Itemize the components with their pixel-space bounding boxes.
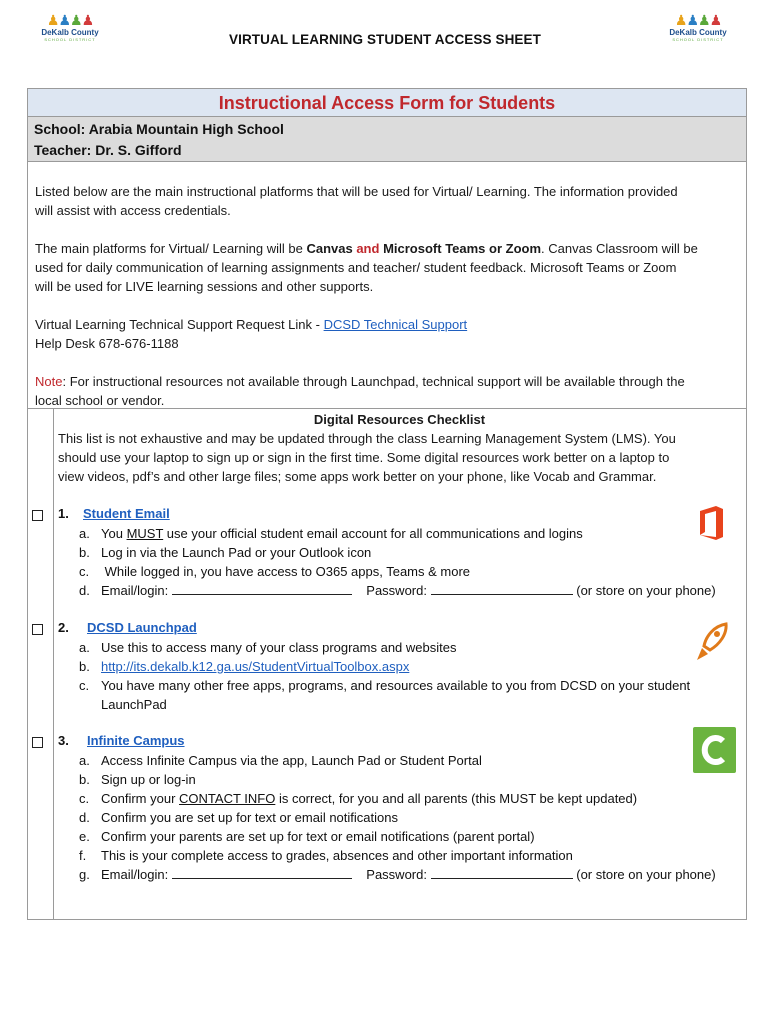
password-label: Password: [366, 867, 427, 882]
item-letter: a. [79, 640, 90, 655]
section-divider [28, 408, 746, 409]
teacher-name: Teacher: Dr. S. Gifford [34, 142, 182, 158]
list-item [79, 524, 719, 543]
step-text: Confirm you are set up for text or email notifications [101, 810, 398, 825]
step-text: use your official student email account for all communications and logins [163, 526, 583, 541]
step-text: Use this to access many of your class programs and websites [101, 640, 457, 655]
item-letter: g. [79, 867, 90, 882]
step-text: Confirm your parents are set up for text or email notifications (parent portal) [101, 829, 535, 844]
must-emphasis: MUST [126, 526, 164, 541]
intro-line: used for daily communication of learning assignments and teacher/ student feedback. Microsoft Teams or Zoom [35, 260, 677, 275]
item-letter: c. [79, 678, 90, 693]
item-letter: a. [79, 753, 90, 768]
intro-line: Listed below are the main instructional platforms that will be used for Virtual/ Learning. The information provided [35, 184, 678, 199]
and-label: and [356, 241, 380, 256]
item-letter: c. [79, 564, 90, 579]
note-text: : For instructional resources not available through Launchpad, technical support will be available through the [62, 374, 685, 389]
item-letter: b. [79, 772, 90, 787]
school-name: School: Arabia Mountain High School [34, 121, 284, 137]
list-item [79, 562, 719, 581]
note [35, 372, 745, 410]
item-letter: f. [79, 848, 87, 863]
desc-line: view videos, pdf’s and other large files; some apps work better on your phone, like Vocab and Grammar. [58, 469, 657, 484]
email-login-label: Email/login: [101, 583, 169, 598]
note-label: Note [35, 374, 63, 389]
step-text: This is your complete access to grades, absences and other important information [101, 848, 573, 863]
item-letter: a. [79, 526, 90, 541]
teams-label: Microsoft Teams or Zoom [383, 241, 542, 256]
student-email-checkbox[interactable] [32, 510, 43, 521]
rocket-icon [692, 620, 732, 660]
logo-name: DeKalb County [669, 28, 727, 37]
password-label: Password: [366, 583, 427, 598]
item-letter: b. [79, 659, 90, 674]
launchpad-checkbox[interactable] [32, 624, 43, 635]
contact-info-emphasis: CONTACT INFO [179, 791, 276, 806]
list-item [79, 695, 739, 714]
logo-name: DeKalb County [41, 28, 99, 37]
checklist-heading: Digital Resources Checklist [313, 412, 486, 427]
desc-line: This list is not exhaustive and may be updated through the class Learning Management System (LMS). You [58, 431, 676, 446]
people-logo-icon: ♟♟♟♟ [674, 12, 722, 28]
item-number: 3. [58, 733, 69, 748]
infinite-campus-icon [693, 727, 736, 773]
launchpad-link[interactable]: DCSD Launchpad [87, 620, 197, 635]
intro-line: will assist with access credentials. [35, 203, 231, 218]
student-email-link[interactable]: Student Email [83, 506, 170, 521]
logo-sub: SCHOOL DISTRICT [44, 37, 96, 42]
list-item [79, 581, 719, 600]
store-note: (or store on your phone) [576, 583, 716, 598]
step-text: While logged in, you have access to O365 apps, Teams & more [101, 564, 471, 579]
support-line [35, 315, 745, 334]
list-item [79, 770, 739, 789]
desc-line: should use your laptop to sign up or sign in the first time. Some digital resources work better on a laptop to [58, 450, 670, 465]
item-letter: e. [79, 829, 90, 844]
note-text: local school or vendor. [35, 393, 165, 408]
list-item [79, 789, 739, 808]
checkbox-column-divider [53, 408, 54, 920]
infinite-campus-steps [79, 751, 739, 884]
form-title: Instructional Access Form for Students [28, 89, 746, 117]
email-login-blank[interactable] [172, 866, 352, 879]
list-item [79, 657, 739, 676]
item-letter: d. [79, 583, 90, 598]
list-item [79, 751, 739, 770]
platforms-line [35, 239, 745, 258]
step-text: You [101, 526, 127, 541]
infinite-campus-checkbox[interactable] [32, 737, 43, 748]
step-text: is correct, for you and all parents (this MUST be kept updated) [275, 791, 638, 806]
step-text: Sign up or log-in [101, 772, 196, 787]
item-letter: b. [79, 545, 90, 560]
infinite-campus-link[interactable]: Infinite Campus [87, 733, 185, 748]
item-number: 1. [58, 506, 69, 521]
intro-paragraph-2 [35, 239, 745, 296]
list-item [79, 865, 739, 884]
list-item [79, 808, 739, 827]
list-item [79, 676, 739, 695]
checklist-description [58, 429, 746, 486]
logo-sub: SCHOOL DISTRICT [672, 37, 724, 42]
password-blank[interactable] [431, 582, 573, 595]
item-letter: c. [79, 791, 90, 806]
toolbox-link[interactable]: http://its.dekalb.k12.ga.us/StudentVirtualToolbox.aspx [101, 659, 410, 674]
people-logo-icon: ♟♟♟♟ [46, 12, 94, 28]
email-login-blank[interactable] [172, 582, 352, 595]
step-text: LaunchPad [101, 697, 167, 712]
step-text: Access Infinite Campus via the app, Launch Pad or Student Portal [101, 753, 482, 768]
platforms-text: The main platforms for Virtual/ Learning will be [35, 241, 307, 256]
list-item [79, 827, 739, 846]
support-label: Virtual Learning Technical Support Request Link - [35, 317, 324, 332]
support-info [35, 315, 745, 353]
list-item [79, 638, 739, 657]
office-icon [692, 503, 732, 543]
item-letter: d. [79, 810, 90, 825]
intro-paragraph-1 [35, 182, 745, 220]
launchpad-steps [79, 638, 739, 714]
step-text: You have many other free apps, programs, and resources available to you from DCSD on your student [101, 678, 691, 693]
school-info [28, 117, 746, 162]
step-text: Log in via the Launch Pad or your Outlook icon [101, 545, 372, 560]
store-note: (or store on your phone) [576, 867, 716, 882]
email-login-label: Email/login: [101, 867, 169, 882]
canvas-label: Canvas [306, 241, 353, 256]
platforms-text: . Canvas Classroom will be [541, 241, 698, 256]
helpdesk-phone: Help Desk 678-676-1188 [35, 336, 179, 351]
item-number: 2. [58, 620, 69, 635]
list-item [79, 543, 719, 562]
list-item [79, 846, 739, 865]
page-title: VIRTUAL LEARNING STUDENT ACCESS SHEET [229, 32, 541, 47]
student-email-steps [79, 524, 719, 600]
intro-line: will be used for LIVE learning sessions and other supports. [35, 279, 374, 294]
step-text: Confirm your [101, 791, 180, 806]
password-blank[interactable] [431, 866, 573, 879]
tech-support-link[interactable]: DCSD Technical Support [323, 317, 468, 332]
